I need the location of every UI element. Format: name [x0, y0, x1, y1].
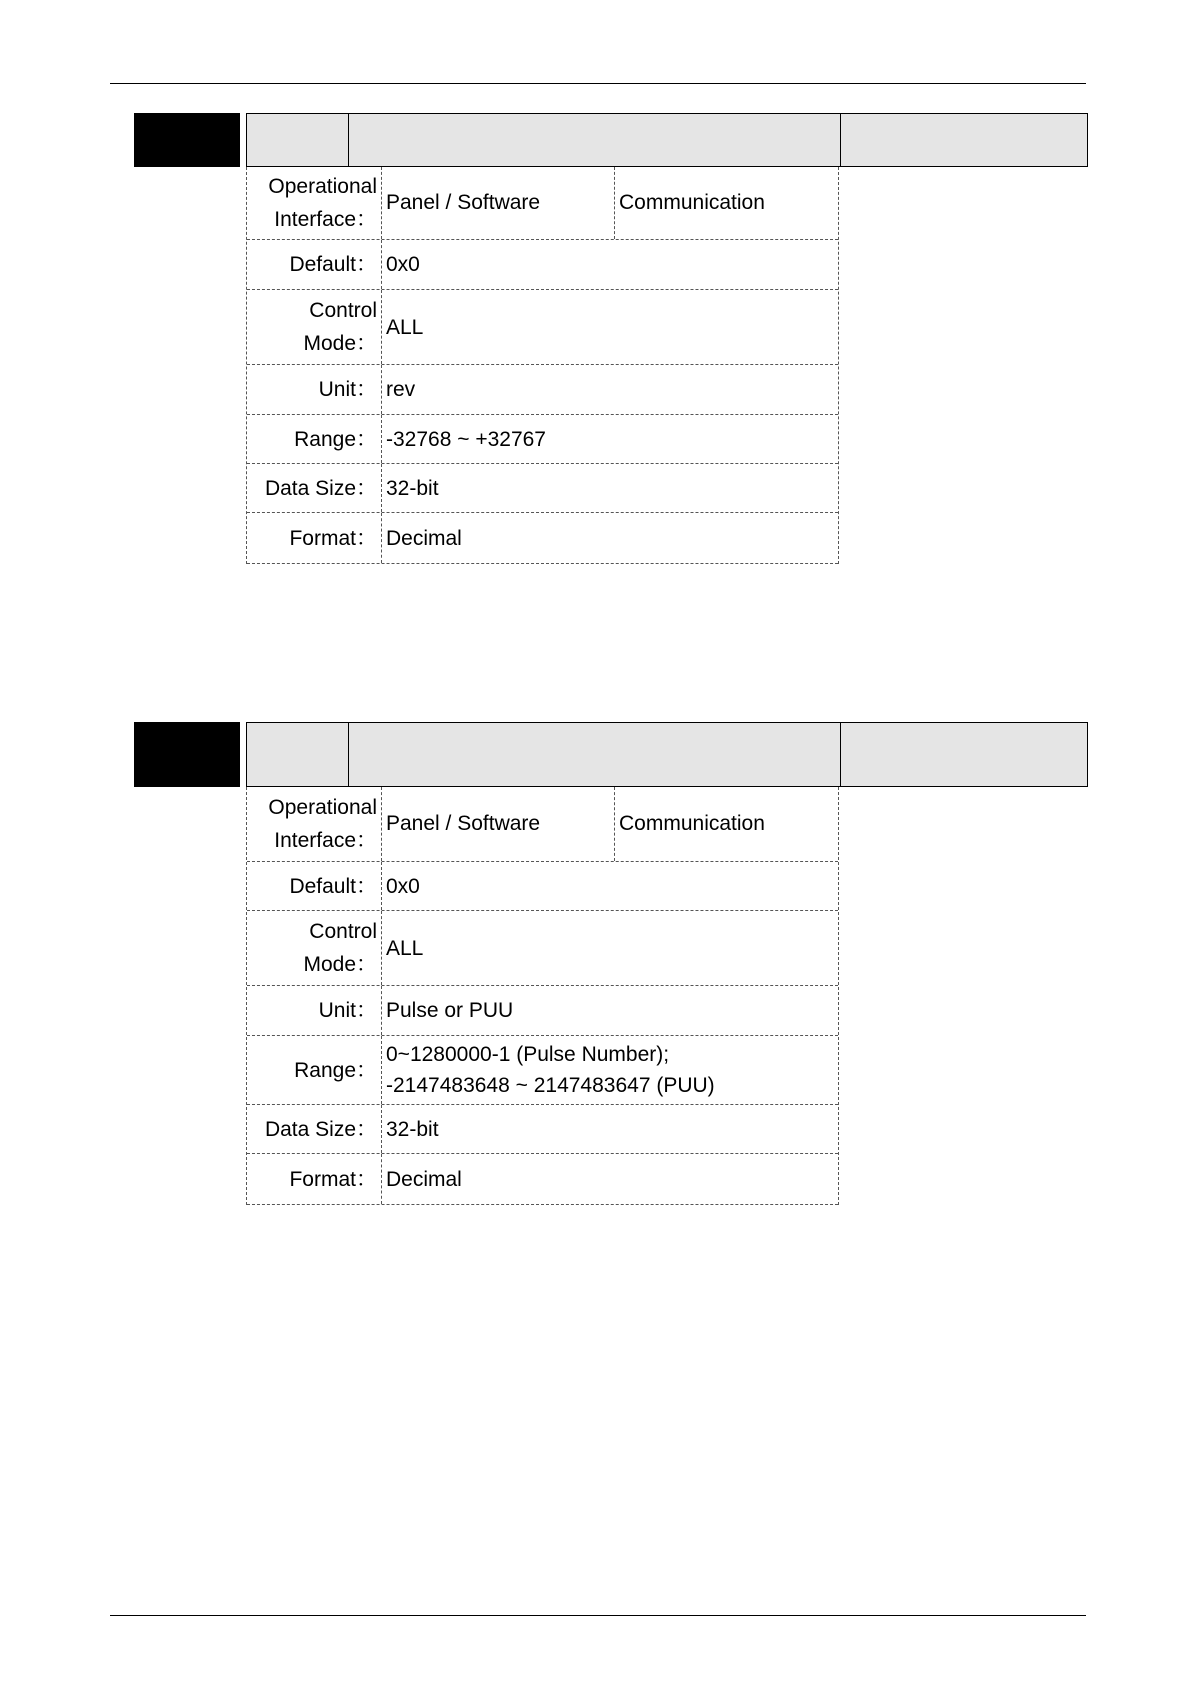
row-control-mode [247, 290, 838, 365]
label-format: Format： [247, 513, 382, 563]
value-default: 0x0 [386, 253, 420, 276]
header-cell-address [247, 723, 349, 786]
row-control-mode [247, 911, 838, 986]
value-communication: Communication [619, 812, 765, 835]
parameter-attributes-table [246, 167, 839, 564]
header-cell-address [247, 114, 349, 166]
header-rule [110, 83, 1086, 84]
label-control-mode: Control Mode： [247, 290, 382, 364]
parameter-header-bar [246, 113, 1088, 167]
value-range-line-2: -2147483648 ~ 2147483647 (PUU) [386, 1074, 715, 1097]
label-operational-interface: Operational Interface： [247, 787, 382, 861]
label-unit: Unit： [247, 365, 382, 414]
row-data-size [247, 1105, 838, 1154]
row-data-size [247, 464, 838, 513]
row-format [247, 513, 838, 564]
value-communication: Communication [619, 191, 765, 214]
value-control-mode: ALL [386, 315, 424, 339]
label-range: Range： [247, 1036, 382, 1104]
value-default: 0x0 [386, 874, 420, 898]
value-unit: Pulse or PUU [386, 999, 514, 1022]
parameter-code-tag [134, 113, 240, 167]
value-panel-software: Panel / Software [386, 787, 615, 861]
footer-rule [110, 1615, 1086, 1616]
row-default [247, 240, 838, 290]
row-unit [247, 986, 838, 1036]
label-default: Default： [247, 240, 382, 289]
label-data-size: Data Size： [247, 464, 382, 512]
parameter-attributes-table [246, 787, 839, 1205]
label-format: Format： [247, 1154, 382, 1204]
label-unit: Unit： [247, 986, 382, 1035]
value-data-size: 32-bit [386, 476, 439, 500]
row-unit [247, 365, 838, 415]
label-range: Range： [247, 415, 382, 463]
value-format: Decimal [386, 526, 462, 550]
value-control-mode: ALL [386, 936, 424, 960]
value-range [386, 1036, 838, 1104]
header-cell-name [348, 114, 841, 166]
value-range: -32768 ~ +32767 [386, 427, 546, 451]
value-format: Decimal [386, 1167, 462, 1191]
row-range [247, 1036, 838, 1105]
header-cell-name [348, 723, 841, 786]
row-operational-interface [247, 167, 838, 240]
value-unit: rev [386, 378, 416, 401]
row-default [247, 862, 838, 911]
row-operational-interface [247, 787, 838, 862]
label-default: Default： [247, 862, 382, 910]
label-control-mode: Control Mode： [247, 911, 382, 985]
parameter-code-tag [134, 722, 240, 787]
value-data-size: 32-bit [386, 1117, 439, 1141]
label-operational-interface: Operational Interface： [247, 167, 382, 239]
value-panel-software: Panel / Software [386, 167, 615, 239]
value-range-line-1: 0~1280000-1 (Pulse Number); [386, 1043, 670, 1066]
parameter-header-bar [246, 722, 1088, 787]
row-format [247, 1154, 838, 1205]
row-range [247, 415, 838, 464]
label-data-size: Data Size： [247, 1105, 382, 1153]
